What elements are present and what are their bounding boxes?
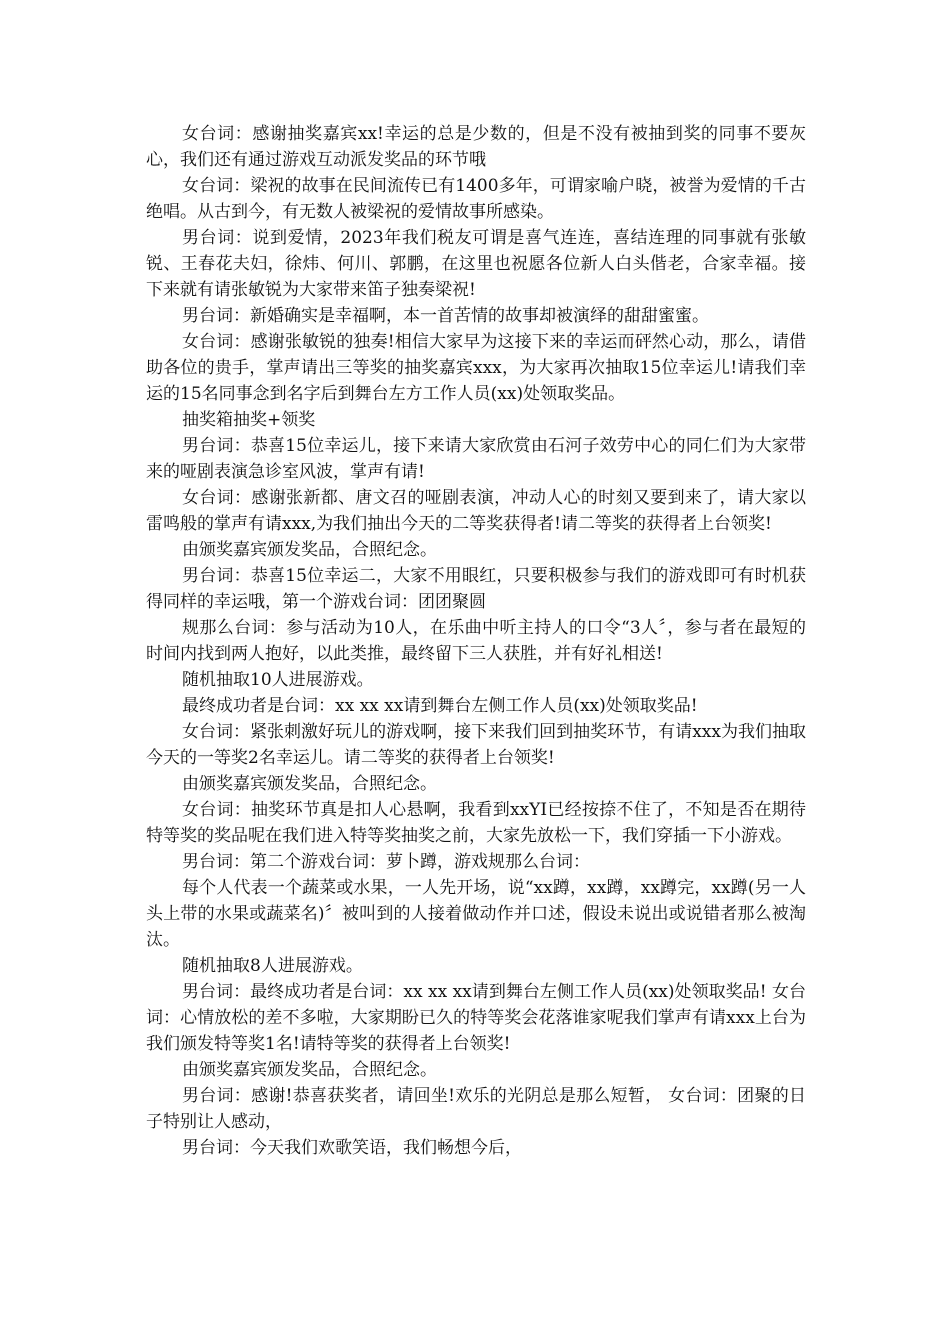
paragraph-9: 由颁奖嘉宾颁发奖品，合照纪念。 xyxy=(182,540,437,560)
paragraph-8: 女台词：感谢张新都、唐文召的哑剧表演，冲动人心的时刻又要到来了，请大家以雷鸣般的掌声有请xxx,为我们抽出今天的二等奖获得者!请二等奖的获得者上台领奖! xyxy=(146,488,806,534)
paragraph-12: 随机抽取10人进展游戏。 xyxy=(182,670,374,690)
paragraph-10: 男台词：恭喜15位幸运二，大家不用眼红，只要积极参与我们的游戏即可有时机获得同样的幸运哦，第一个游戏台词：团团聚圆 xyxy=(146,566,806,612)
paragraph-1: 女台词：感谢抽奖嘉宾xx!幸运的总是少数的，但是不没有被抽到奖的同事不要灰心，我们还有通过游戏互动派发奖品的环节哦 xyxy=(146,124,806,170)
paragraph-4: 男台词：新婚确实是幸福啊，本一首苦情的故事却被演绎的甜甜蜜蜜。 xyxy=(182,306,709,326)
paragraph-19: 随机抽取8人进展游戏。 xyxy=(182,956,363,976)
paragraph-23: 男台词：今天我们欢歌笑语，我们畅想今后， xyxy=(182,1138,522,1158)
paragraph-6: 抽奖箱抽奖+领奖 xyxy=(182,410,316,430)
paragraph-13: 最终成功者是台词：xx xx xx请到舞台左侧工作人员(xx)处领取奖品! xyxy=(182,696,698,716)
paragraph-22: 男台词：感谢!恭喜获奖者，请回坐!欢乐的光阴总是那么短暂， 女台词：团聚的日子特别让人感动， xyxy=(146,1086,806,1132)
paragraph-16: 女台词：抽奖环节真是扣人心悬啊，我看到xxYI已经按捺不住了，不知是否在期待特等奖的奖品呢在我们进入特等奖抽奖之前，大家先放松一下，我们穿插一下小游戏。 xyxy=(146,800,806,846)
paragraph-2: 女台词：梁祝的故事在民间流传已有1400多年，可谓家喻户晓，被誉为爱情的千古绝唱。从古到今，有无数人被梁祝的爱情故事所感染。 xyxy=(146,176,806,222)
paragraph-3: 男台词：说到爱情，2023年我们税友可谓是喜气连连，喜结连理的同事就有张敏锐、王春花夫妇，徐炜、何川、郭鹏，在这里也祝愿各位新人白头偕老，合家幸福。接下来就有请张敏锐为大家带来笛子独奏梁祝! xyxy=(146,228,806,300)
paragraph-7: 男台词：恭喜15位幸运儿，接下来请大家欣赏由石河子效劳中心的同仁们为大家带来的哑剧表演急诊室风波，掌声有请! xyxy=(146,436,806,482)
paragraph-14: 女台词：紧张刺激好玩儿的游戏啊，接下来我们回到抽奖环节，有请xxx为我们抽取今天的一等奖2名幸运儿。请二等奖的获得者上台领奖! xyxy=(146,722,806,768)
paragraph-11: 规那么台词：参与活动为10人，在乐曲中听主持人的口令“3人〞，参与者在最短的时间内找到两人抱好，以此类推，最终留下三人获胜，并有好礼相送! xyxy=(146,618,806,664)
paragraph-21: 由颁奖嘉宾颁发奖品，合照纪念。 xyxy=(182,1060,437,1080)
document-body xyxy=(146,121,806,1161)
paragraph-20: 男台词：最终成功者是台词：xx xx xx请到舞台左侧工作人员(xx)处领取奖品! 女台词：心情放松的差不多啦，大家期盼已久的特等奖会花落谁家呢我们掌声有请xxx上台为我们颁发特等奖1名!请特等奖的获得者上台领奖! xyxy=(146,982,806,1054)
paragraph-18: 每个人代表一个蔬菜或水果，一人先开场，说“xx蹲，xx蹲，xx蹲完，xx蹲(另一人头上带的水果或蔬菜名)〞被叫到的人接着做动作并口述，假设未说出或说错者那么被淘汰。 xyxy=(146,878,806,950)
paragraph-5: 女台词：感谢张敏锐的独奏!相信大家早为这接下来的幸运而砰然心动，那么，请借助各位的贵手，掌声请出三等奖的抽奖嘉宾xxx，为大家再次抽取15位幸运儿!请我们幸运的15名同事念到名字后到舞台左方工作人员(xx)处领取奖品。 xyxy=(146,332,806,404)
paragraph-15: 由颁奖嘉宾颁发奖品，合照纪念。 xyxy=(182,774,437,794)
paragraph-17: 男台词：第二个游戏台词：萝卜蹲，游戏规那么台词： xyxy=(182,852,590,872)
